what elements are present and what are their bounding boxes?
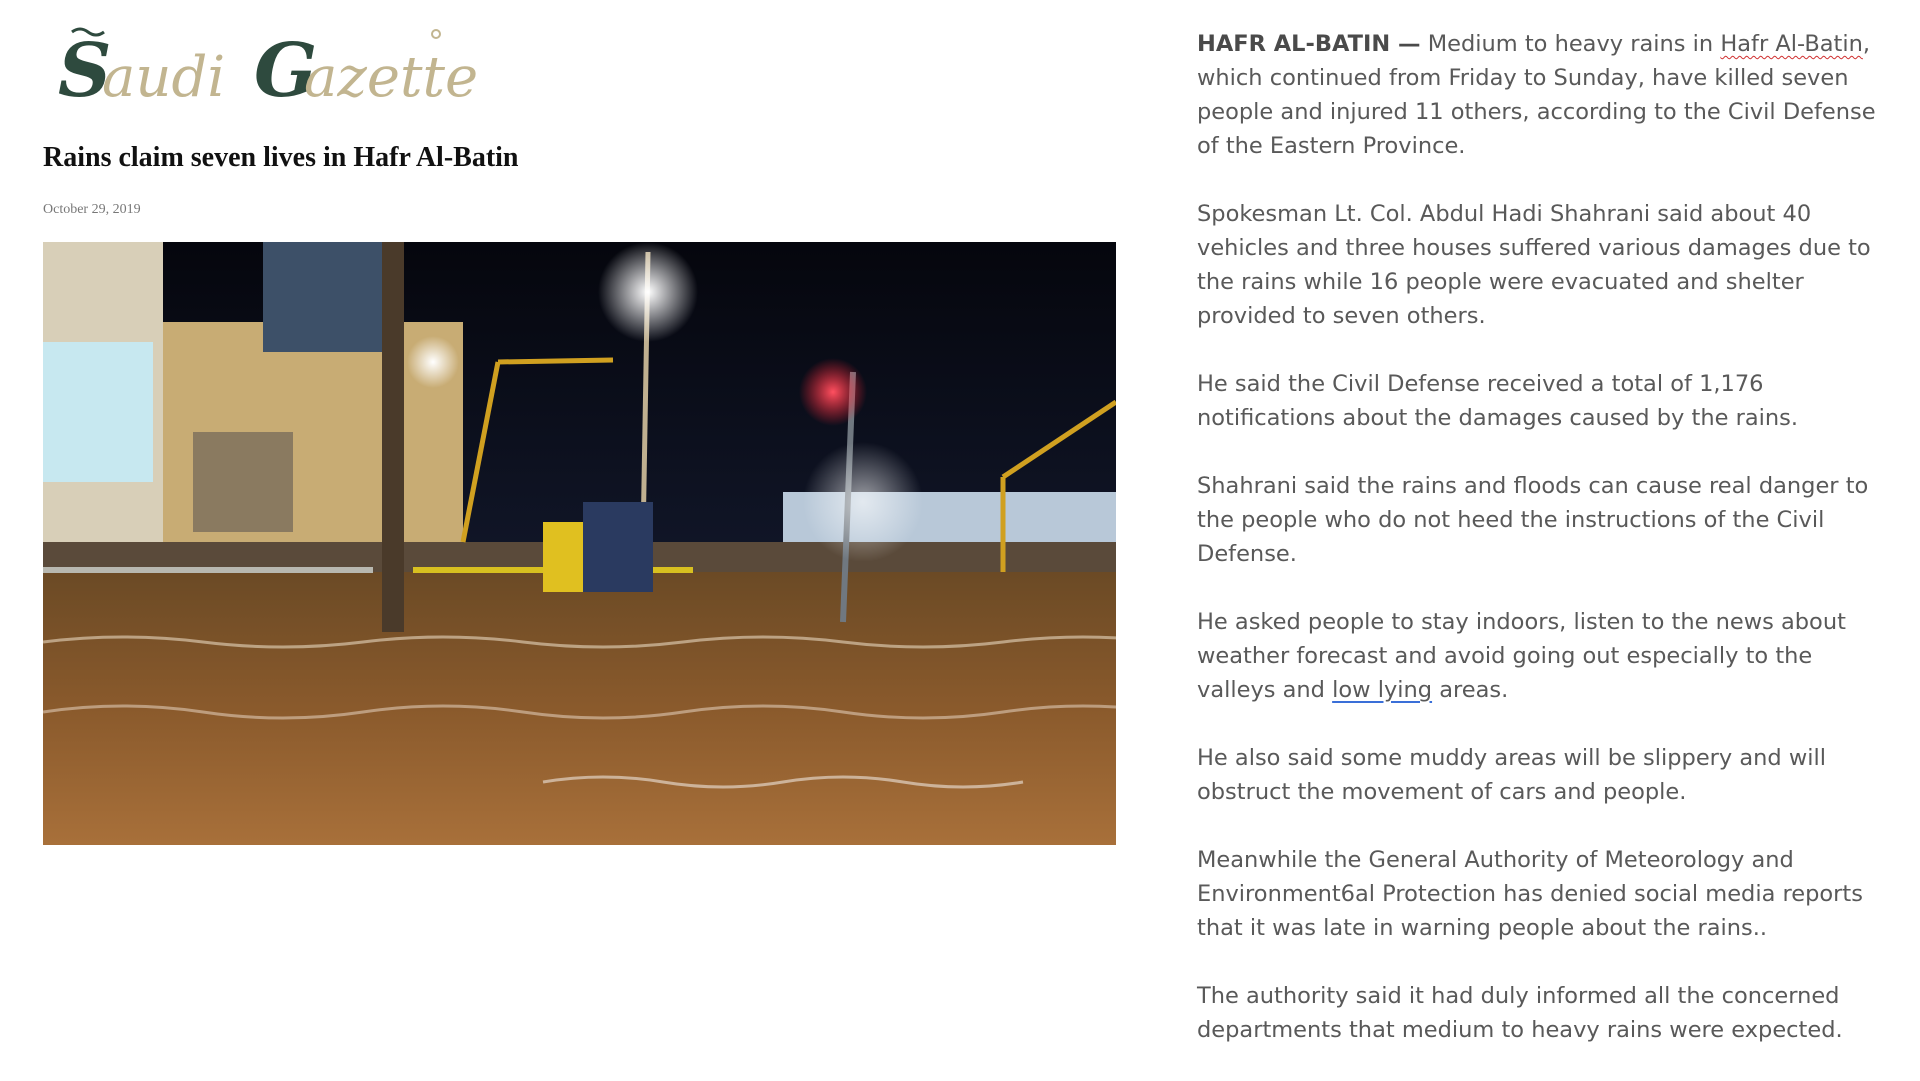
article-body (1197, 27, 1897, 1081)
p5-end: areas. (1439, 677, 1509, 703)
article-paragraph: He also said some muddy areas will be slippery and will obstruct the movement of cars and people. (1197, 745, 1827, 805)
logo-letter-g: G (254, 28, 318, 114)
article-paragraph: The authority said it had duly informed all the concerned departments that medium to heavy rains were expected. (1197, 983, 1843, 1043)
page-title: Rains claim seven lives in Hafr Al-Batin (43, 142, 519, 173)
logo-letters-azette: azette (304, 45, 478, 110)
article-paragraph: Shahrani said the rains and floods can cause real danger to the people who do not heed the instructions of the Civil Defense. (1197, 473, 1869, 567)
flooded-street-photo (43, 242, 1116, 845)
publish-date: October 29, 2019 (43, 202, 141, 217)
p1-start: Medium to heavy rains in (1427, 31, 1714, 57)
p5-start: He asked people to stay indoors, listen to the news about weather forecast and avoid going out especially to the valleys and (1197, 609, 1846, 703)
logo-letters-audi: audi (102, 45, 226, 110)
photo-illustration (43, 242, 1116, 845)
article-paragraph (1197, 27, 1897, 163)
logo-letter-s: S (58, 28, 112, 114)
article-paragraph: He said the Civil Defense received a total of 1,176 notifications about the damages caused by the rains. (1197, 371, 1798, 431)
logo-graphic (58, 18, 478, 118)
saudi-gazette-logo (58, 18, 478, 118)
low-lying-text: low lying (1332, 677, 1433, 703)
article-paragraph: Meanwhile the General Authority of Meteorology and Environment6al Protection has denied social media reports that it was late in warning people about the rains.. (1197, 847, 1863, 941)
article-dateline: HAFR AL-BATIN — (1197, 31, 1421, 57)
p1-end: , which continued from Friday to Sunday, have killed seven people and injured 11 others, according to the Civil Defense of the Eastern Province. (1197, 31, 1876, 159)
place-name: Hafr Al-Batin (1720, 31, 1863, 57)
article-paragraph: Spokesman Lt. Col. Abdul Hadi Shahrani said about 40 vehicles and three houses suffered various damages due to the rains while 16 people were evacuated and shelter provided to seven others. (1197, 201, 1871, 329)
article-paragraph (1197, 605, 1897, 707)
